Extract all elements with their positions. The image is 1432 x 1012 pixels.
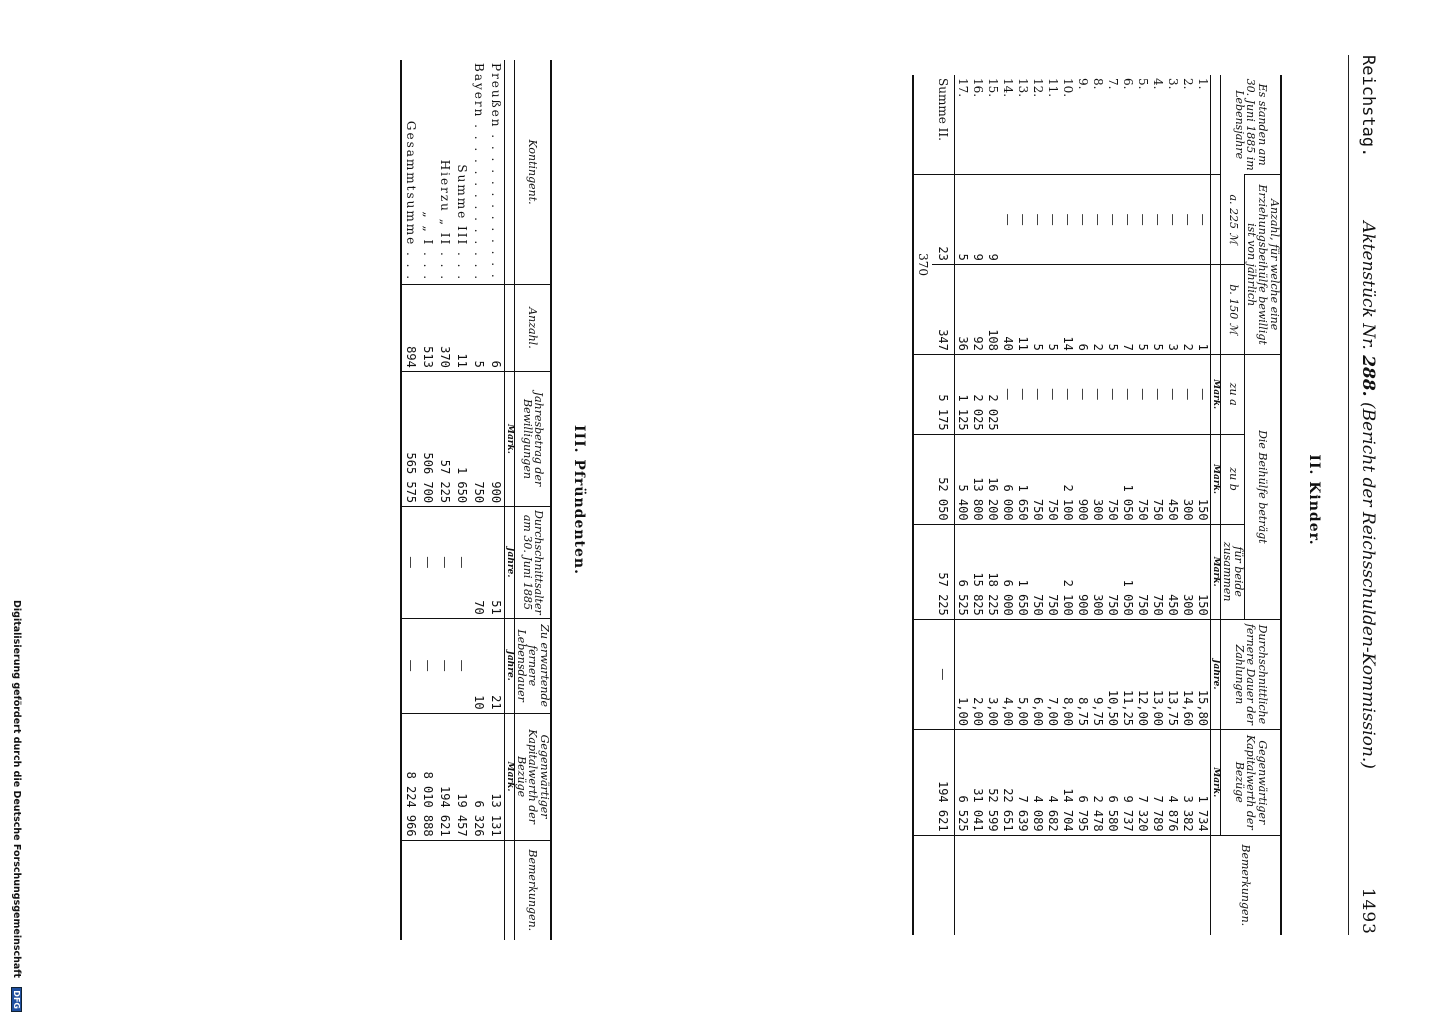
sum-contrib-b: 52 050 — [932, 434, 955, 524]
table-row — [401, 60, 419, 940]
contrib-a-cell: — — [1030, 354, 1045, 434]
contrib-a-cell: — — [1135, 354, 1150, 434]
contrib-b-cell: 5 400 — [954, 434, 970, 524]
count-a-cell: 9 — [970, 175, 985, 265]
page-header — [1356, 55, 1386, 935]
remarks-cell — [1090, 835, 1105, 935]
dfg-logo: DFG — [11, 987, 22, 1012]
sum-row — [932, 75, 955, 935]
capital-cell: 4 089 — [1030, 730, 1045, 836]
age-cell: 6. — [1120, 78, 1135, 90]
header-left: Reichstag. — [1358, 55, 1378, 158]
table-units-row — [504, 60, 514, 940]
count-cell: 370 — [436, 285, 453, 372]
contrib-total-cell: 15 825 — [970, 524, 985, 619]
count-b-cell: 92 — [970, 264, 985, 354]
count-cell: 11 — [453, 285, 470, 372]
pensioners-table-body — [401, 60, 505, 940]
age-header: Es standen am 30. Juni 1885 im Lebensjahre — [1221, 75, 1281, 175]
life-expectancy-cell: 21 — [487, 618, 505, 713]
duration-cell: 3,00 — [985, 619, 1000, 729]
remarks-cell — [970, 835, 985, 935]
remarks-cell — [1195, 835, 1211, 935]
table-row — [1015, 75, 1030, 935]
empty-cell — [913, 524, 932, 619]
empty-cell — [913, 619, 932, 729]
unit-mark: Mark. — [504, 371, 514, 506]
table-row — [470, 60, 487, 940]
contrib-a-cell: — — [1045, 354, 1060, 434]
unit-years: Jahre. — [504, 507, 514, 619]
count-a-cell: — — [1180, 175, 1195, 265]
remarks-cell — [419, 840, 436, 940]
count-b-cell: 5 — [1105, 264, 1120, 354]
contrib-b-cell: 150 — [1195, 434, 1211, 524]
average-age-cell: — — [401, 507, 419, 619]
age-cell: 13. — [1015, 78, 1030, 98]
contingent-cell: Hierzu „ II . . . — [437, 159, 452, 282]
children-table — [912, 75, 1282, 935]
capital-cell: 31 041 — [970, 730, 985, 836]
count-a-cell: — — [1015, 175, 1030, 265]
header-title — [1358, 55, 1378, 935]
count-b-cell: 2 — [1090, 264, 1105, 354]
duration-cell: 1,00 — [954, 619, 970, 729]
header-title-suffix: (Bericht der Reichsschulden-Kommission.) — [1358, 402, 1378, 769]
count-b-cell: 3 — [1165, 264, 1180, 354]
contrib-total-cell: 450 — [1165, 524, 1180, 619]
annual-cell: 1 650 — [453, 371, 470, 506]
remarks-header: Bemerkungen. — [1210, 835, 1281, 935]
duration-cell: 10,50 — [1105, 619, 1120, 729]
remarks-cell — [470, 840, 487, 940]
sum-combined-count: 370 — [913, 175, 932, 355]
age-cell: 10. — [1060, 78, 1075, 98]
duration-cell: 6,00 — [1030, 619, 1045, 729]
remarks-cell — [453, 840, 470, 940]
annual-cell: 506 700 — [419, 371, 436, 506]
contrib-total-cell: 1 050 — [1120, 524, 1135, 619]
capital-cell: 7 320 — [1135, 730, 1150, 836]
sum-combined-row — [913, 75, 932, 935]
remarks-cell — [1180, 835, 1195, 935]
contingent-cell: Preußen . . . . . . . . . . . . . — [488, 63, 503, 280]
duration-cell: 2,00 — [970, 619, 985, 729]
capital-cell: 14 704 — [1060, 730, 1075, 836]
capital-cell: 7 639 — [1015, 730, 1030, 836]
capital-header: Gegenwärtiger Kapitalwerth der Bezüge — [515, 713, 551, 840]
duration-cell: 11,25 — [1120, 619, 1135, 729]
contrib-a-cell: — — [1105, 354, 1120, 434]
remarks-cell — [1135, 835, 1150, 935]
remarks-cell — [932, 835, 955, 935]
empty-cell — [913, 434, 932, 524]
contrib-total-cell: 750 — [1045, 524, 1060, 619]
table-row — [985, 75, 1000, 935]
remarks-cell — [1165, 835, 1180, 935]
life-expectancy-cell: — — [419, 618, 436, 713]
contrib-a-cell: — — [1075, 354, 1090, 434]
contrib-b-cell: 750 — [1150, 434, 1165, 524]
table-row — [970, 75, 985, 935]
unit-mark: Mark. — [1210, 354, 1220, 434]
average-age-cell: 51 — [487, 507, 505, 619]
capital-cell: 6 326 — [470, 713, 487, 840]
remarks-cell — [1120, 835, 1135, 935]
digitization-footer — [6, 600, 26, 1009]
sum-capital: 194 621 — [932, 730, 955, 836]
count-b-cell: 11 — [1015, 264, 1030, 354]
capital-cell: 6 795 — [1075, 730, 1090, 836]
contrib-b-header: zu b — [1221, 434, 1245, 524]
contrib-a-cell: 2 025 — [985, 354, 1000, 434]
capital-cell: 19 457 — [453, 713, 470, 840]
remarks-cell — [985, 835, 1000, 935]
contribution-group-header: Die Beihülfe beträgt — [1245, 354, 1281, 619]
capital-cell: 6 580 — [1105, 730, 1120, 836]
contrib-total-cell: 900 — [1075, 524, 1090, 619]
age-cell: 4. — [1150, 78, 1165, 90]
contrib-total-cell: 750 — [1105, 524, 1120, 619]
unit-empty — [1210, 264, 1220, 354]
empty-cell — [913, 835, 932, 935]
contrib-a-cell: — — [1180, 354, 1195, 434]
count-a-cell: — — [1075, 175, 1090, 265]
count-a-cell: 9 — [985, 175, 1000, 265]
unit-mark: Mark. — [1210, 730, 1220, 836]
age-cell: 9. — [1075, 78, 1090, 90]
table-row — [1075, 75, 1090, 935]
age-cell: 5. — [1135, 78, 1150, 90]
unit-mark: Mark. — [1210, 434, 1220, 524]
count-b-cell: 5 — [1030, 264, 1045, 354]
contrib-b-cell: 750 — [1030, 434, 1045, 524]
life-expectancy-header: Zu erwartende fernere Lebensdauer — [515, 618, 551, 713]
table-row — [1150, 75, 1165, 935]
capital-cell: 3 382 — [1180, 730, 1195, 836]
remarks-cell — [1075, 835, 1090, 935]
annual-header: Jahresbetrag der Bewilligungen — [515, 371, 551, 506]
annual-cell: 565 575 — [401, 371, 419, 506]
life-expectancy-cell: 10 — [470, 618, 487, 713]
count-b-cell: 2 — [1180, 264, 1195, 354]
sum-count-a: 23 — [932, 175, 955, 265]
remarks-cell — [1000, 835, 1015, 935]
contrib-total-cell: 300 — [1090, 524, 1105, 619]
contrib-b-cell: 300 — [1090, 434, 1105, 524]
contrib-b-cell: 900 — [1075, 434, 1090, 524]
contrib-b-cell: 750 — [1105, 434, 1120, 524]
count-cell: 894 — [401, 285, 419, 372]
contrib-b-cell: 750 — [1135, 434, 1150, 524]
contrib-b-cell: 16 200 — [985, 434, 1000, 524]
contrib-total-cell: 6 000 — [1000, 524, 1015, 619]
count-cell: 513 — [419, 285, 436, 372]
contrib-b-cell: 1 650 — [1015, 434, 1030, 524]
annual-cell: 57 225 — [436, 371, 453, 506]
life-expectancy-cell: — — [436, 618, 453, 713]
table-header-row — [1245, 75, 1281, 935]
header-title-prefix: Aktenstück Nr. — [1358, 221, 1378, 350]
contrib-b-cell: 300 — [1180, 434, 1195, 524]
unit-mark: Mark. — [1210, 524, 1220, 619]
sum-contrib-a: 5 175 — [932, 354, 955, 434]
count-a-cell: — — [1120, 175, 1135, 265]
count-b-cell: 7 — [1120, 264, 1135, 354]
count-b-cell: 5 — [1135, 264, 1150, 354]
duration-cell: 15,80 — [1195, 619, 1211, 729]
contrib-b-cell: 2 100 — [1060, 434, 1075, 524]
contrib-a-cell: — — [1195, 354, 1211, 434]
sum-count-b: 347 — [932, 264, 955, 354]
contingent-cell: Summe III . . . — [454, 164, 469, 282]
header-document-number: 288. — [1358, 355, 1378, 397]
contrib-b-cell: 750 — [1045, 434, 1060, 524]
contrib-total-cell: 1 650 — [1015, 524, 1030, 619]
unit-empty — [504, 285, 514, 372]
table-row — [487, 60, 505, 940]
count-b-cell: 1 — [1195, 264, 1211, 354]
table-header-row — [515, 60, 551, 940]
count-group-header: Anzahl, für welche eine Erziehungsbeihülfe bewilligt ist von jährlich — [1245, 175, 1281, 355]
age-cell: 11. — [1045, 78, 1060, 98]
age-cell: 14. — [1000, 78, 1015, 98]
count-b-cell: 5 — [1150, 264, 1165, 354]
count-cell: 5 — [470, 285, 487, 372]
contrib-total-cell: 2 100 — [1060, 524, 1075, 619]
capital-cell: 4 876 — [1165, 730, 1180, 836]
unit-empty — [504, 840, 514, 940]
table-row — [1180, 75, 1195, 935]
contrib-total-cell: 6 525 — [954, 524, 970, 619]
table-row — [419, 60, 436, 940]
age-cell: 2. — [1180, 78, 1195, 90]
contrib-a-cell: 1 125 — [954, 354, 970, 434]
duration-header: Durchschnittliche fernere Dauer der Zahlungen — [1221, 619, 1281, 729]
capital-cell: 52 599 — [985, 730, 1000, 836]
table-row — [453, 60, 470, 940]
count-b-cell: 5 — [1045, 264, 1060, 354]
capital-cell: 7 789 — [1150, 730, 1165, 836]
count-b-cell: 14 — [1060, 264, 1075, 354]
capital-cell: 9 737 — [1120, 730, 1135, 836]
count-a-cell: 5 — [954, 175, 970, 265]
average-age-cell: — — [419, 507, 436, 619]
remarks-cell — [954, 835, 970, 935]
unit-years: Jahre. — [1210, 619, 1220, 729]
count-b-cell: 6 — [1075, 264, 1090, 354]
contrib-a-cell: — — [1015, 354, 1030, 434]
unit-years: Jahre. — [504, 618, 514, 713]
table-row — [1045, 75, 1060, 935]
page-number: 1493 — [1358, 887, 1378, 935]
count-a-cell: — — [1150, 175, 1165, 265]
contrib-a-cell: — — [1000, 354, 1015, 434]
average-age-header: Durchschnittsalter am 30. Juni 1885 — [515, 507, 551, 619]
count-a-cell: — — [1135, 175, 1150, 265]
table-row — [436, 60, 453, 940]
remarks-cell — [1105, 835, 1120, 935]
capital-cell: 1 734 — [1195, 730, 1211, 836]
pensioners-table — [400, 60, 552, 940]
table-row — [1120, 75, 1135, 935]
sum-label: Summe II. — [932, 75, 955, 175]
count-a-cell: — — [1030, 175, 1045, 265]
table-row — [1090, 75, 1105, 935]
duration-cell: 8,75 — [1075, 619, 1090, 729]
table-row — [954, 75, 970, 935]
contingent-cell: „ „ I . . . — [420, 211, 435, 282]
remarks-cell — [1045, 835, 1060, 935]
capital-cell: 13 131 — [487, 713, 505, 840]
contrib-b-cell: 1 050 — [1120, 434, 1135, 524]
count-a-cell: — — [1195, 175, 1211, 265]
duration-cell: 9,75 — [1090, 619, 1105, 729]
contrib-total-cell: 300 — [1180, 524, 1195, 619]
capital-cell: 2 478 — [1090, 730, 1105, 836]
duration-cell: 8,00 — [1060, 619, 1075, 729]
contrib-total-cell: 150 — [1195, 524, 1211, 619]
sum-contrib-total: 57 225 — [932, 524, 955, 619]
duration-cell: 13,75 — [1165, 619, 1180, 729]
duration-cell: 12,00 — [1135, 619, 1150, 729]
contrib-b-cell: 6 000 — [1000, 434, 1015, 524]
capital-cell: 194 621 — [436, 713, 453, 840]
count-a-cell: — — [1090, 175, 1105, 265]
age-cell: 7. — [1105, 78, 1120, 90]
contrib-total-cell: 18 225 — [985, 524, 1000, 619]
count-b-cell: 40 — [1000, 264, 1015, 354]
unit-mark: Mark. — [504, 713, 514, 840]
capital-cell: 22 651 — [1000, 730, 1015, 836]
count-a-cell: — — [1105, 175, 1120, 265]
age-cell: 3. — [1165, 78, 1180, 90]
capital-cell: 8 010 888 — [419, 713, 436, 840]
remarks-cell — [1060, 835, 1075, 935]
annual-cell: 900 — [487, 371, 505, 506]
remarks-cell — [1015, 835, 1030, 935]
contrib-a-cell: — — [1060, 354, 1075, 434]
duration-cell: 5,00 — [1015, 619, 1030, 729]
section-3-title: III. Pfründenten. — [571, 425, 587, 575]
count-b-cell: 108 — [985, 264, 1000, 354]
contrib-total-cell: 750 — [1135, 524, 1150, 619]
sum-duration: — — [932, 619, 955, 729]
count-a-cell: — — [1045, 175, 1060, 265]
count-a-cell: — — [1000, 175, 1015, 265]
contrib-a-cell: — — [1120, 354, 1135, 434]
capital-cell: 8 224 966 — [401, 713, 419, 840]
contingent-cell: Bayern . . . . . . . . . . . . . . — [471, 63, 486, 282]
footer-text: Digitalisierung gefördert durch die Deutsche Forschungsgemeinschaft — [11, 600, 22, 978]
count-cell: 6 — [487, 285, 505, 372]
age-cell: 12. — [1030, 78, 1045, 98]
count-a-cell: — — [1165, 175, 1180, 265]
empty-cell — [913, 730, 932, 836]
count-b-header: b. 150 ℳ — [1221, 264, 1245, 354]
remarks-cell — [487, 840, 505, 940]
count-a-header: a. 225 ℳ — [1221, 175, 1245, 265]
table-row — [1060, 75, 1075, 935]
contrib-a-header: zu a — [1221, 354, 1245, 434]
remarks-cell — [1150, 835, 1165, 935]
children-table-body — [913, 75, 1211, 935]
annual-cell: 750 — [470, 371, 487, 506]
remarks-header: Bemerkungen. — [515, 840, 551, 940]
capital-cell: 4 682 — [1045, 730, 1060, 836]
count-b-cell: 36 — [954, 264, 970, 354]
contrib-b-cell: 450 — [1165, 434, 1180, 524]
contrib-a-cell: — — [1090, 354, 1105, 434]
table-row — [1195, 75, 1211, 935]
age-cell: 15. — [985, 78, 1000, 98]
duration-cell: 13,00 — [1150, 619, 1165, 729]
contrib-a-cell: — — [1150, 354, 1165, 434]
remarks-cell — [436, 840, 453, 940]
contrib-a-cell: 2 025 — [970, 354, 985, 434]
age-cell: 16. — [970, 78, 985, 98]
duration-cell: 7,00 — [1045, 619, 1060, 729]
unit-empty — [504, 60, 514, 285]
table-row — [1165, 75, 1180, 935]
age-cell: 1. — [1195, 78, 1210, 90]
contrib-total-cell: 750 — [1150, 524, 1165, 619]
remarks-cell — [401, 840, 419, 940]
contingent-header: Kontingent. — [515, 60, 551, 285]
empty-cell — [913, 75, 932, 175]
duration-cell: 14,60 — [1180, 619, 1195, 729]
age-cell: 17. — [955, 78, 970, 98]
contrib-a-cell: — — [1165, 354, 1180, 434]
table-row — [1135, 75, 1150, 935]
life-expectancy-cell: — — [401, 618, 419, 713]
table-row — [1000, 75, 1015, 935]
section-2-title: II. Kinder. — [1306, 454, 1322, 546]
unit-empty — [1210, 75, 1220, 175]
average-age-cell: 70 — [470, 507, 487, 619]
average-age-cell: — — [436, 507, 453, 619]
empty-cell — [913, 354, 932, 434]
footer-text-wrap — [6, 600, 22, 1009]
count-header: Anzahl. — [515, 285, 551, 372]
count-a-cell: — — [1060, 175, 1075, 265]
age-cell: 8. — [1090, 78, 1105, 90]
contrib-total-cell: 750 — [1030, 524, 1045, 619]
remarks-cell — [1030, 835, 1045, 935]
capital-header: Gegenwärtiger Kapitalwerth der Bezüge — [1221, 730, 1281, 836]
life-expectancy-cell: — — [453, 618, 470, 713]
duration-cell: 4,00 — [1000, 619, 1015, 729]
contingent-cell: Gesammtsumme . . . — [403, 120, 418, 282]
average-age-cell: — — [453, 507, 470, 619]
contrib-total-header: für beide zusammen — [1221, 524, 1245, 619]
contrib-b-cell: 13 800 — [970, 434, 985, 524]
capital-cell: 6 525 — [954, 730, 970, 836]
table-row — [1105, 75, 1120, 935]
table-row — [1030, 75, 1045, 935]
header-rule — [1348, 55, 1349, 935]
table-units-row — [1210, 75, 1220, 935]
unit-empty — [1210, 175, 1220, 265]
